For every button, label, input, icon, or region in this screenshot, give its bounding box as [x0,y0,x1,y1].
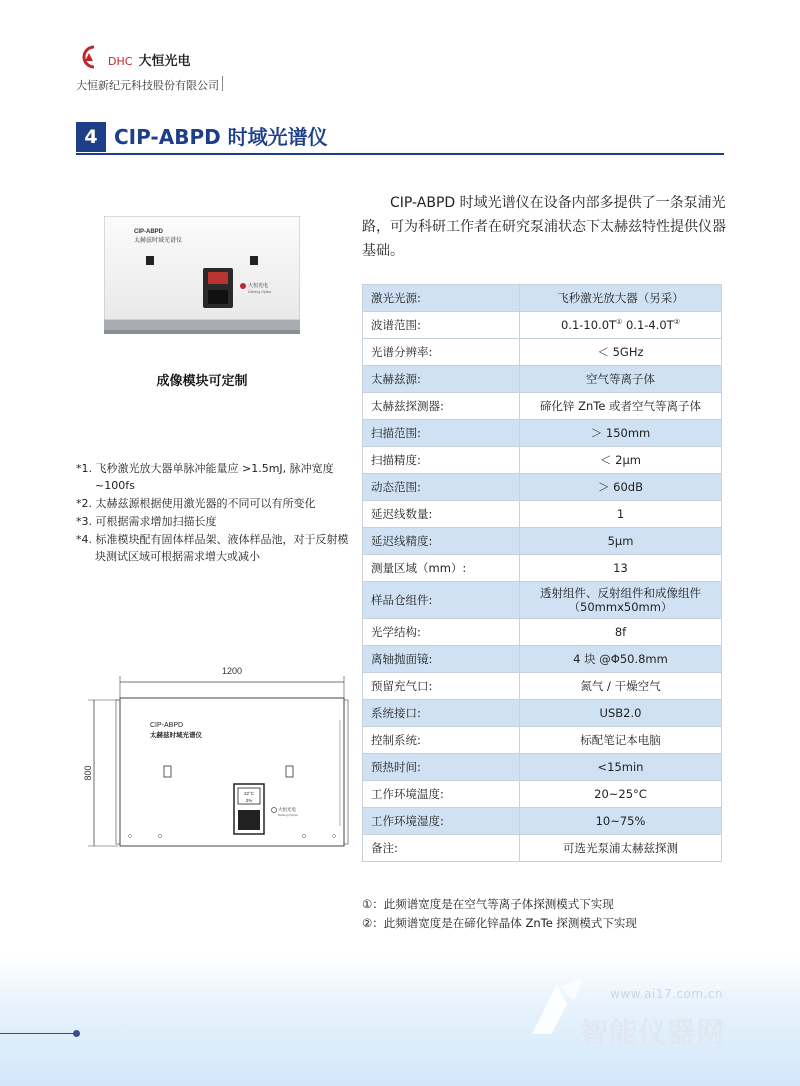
table-row [363,312,722,339]
spec-value: 标配笔记本电脑 [520,727,722,754]
spec-value: 氮气 / 干燥空气 [520,673,722,700]
page-marker-dot [73,1030,80,1037]
spec-value: 4 块 @Φ50.8mm [520,646,722,673]
drawing-logo-sub: Daheng Optics [278,813,298,817]
drawing-latch-left [164,766,171,777]
device-name-label: 太赫兹时域光谱仪 [134,237,183,244]
height-dimension-label: 800 [83,765,93,781]
spec-value: 10~75% [520,808,722,835]
table-row [363,555,722,582]
spec-key: 离轴抛面镜: [363,646,520,673]
spec-key: 延迟线数量: [363,501,520,528]
spec-key: 扫描精度: [363,447,520,474]
drawing-name-label: 太赫兹时域光谱仪 [150,731,202,739]
brand-logo-text: DHC [108,55,133,68]
table-row [363,835,722,862]
spec-key: 光谱分辨率: [363,339,520,366]
spec-value-line2: （50mmx50mm） [568,600,673,614]
spec-mark-a: ① [616,318,623,327]
footnotes [362,895,637,933]
section-number: 4 [76,122,106,152]
company-name: 大恒新纪元科技股份有限公司 [76,79,219,92]
page-marker-line [0,1033,76,1034]
drawing-model-label: CIP-ABPD [150,722,184,729]
table-row [363,339,722,366]
spec-key: 延迟线精度: [363,528,520,555]
drawing-display-hum: 2% [245,798,253,803]
section-underline [76,153,724,155]
drawing-latch-right [286,766,293,777]
table-row [363,700,722,727]
table-row [363,673,722,700]
footnote-2: ②：此频谱宽度是在碲化锌晶体 ZnTe 探测模式下实现 [362,916,637,930]
spec-value [520,312,722,339]
table-row [363,619,722,646]
spec-value: 可选光泵浦太赫兹探测 [520,835,722,862]
device-model-label: CIP-ABPD [134,229,164,235]
table-row [363,447,722,474]
footnote-1: ①：此频谱宽度是在空气等离子体探测模式下实现 [362,897,614,911]
watermark-url: www.ai17.com.cn [610,987,724,1001]
table-row [363,646,722,673]
table-row [363,781,722,808]
spec-value: 空气等离子体 [520,366,722,393]
spec-value: ＞ 60dB [520,474,722,501]
note-item: *4. 标准模块配有固体样品架、液体样品池，对于反射模块测试区域可根据需求增大或减小 [76,533,349,563]
note-item: *3. 可根据需求增加扫描长度 [76,515,217,528]
table-row [363,528,722,555]
spec-value: 飞秒激光放大器（另采） [520,285,722,312]
device-photo [104,216,300,334]
spec-value: 8f [520,619,722,646]
device-logo-text: 大恒光电 [248,283,269,289]
spec-key: 扫描范围: [363,420,520,447]
note-item: *2. 太赫兹源根据使用激光器的不同可以有所变化 [76,497,316,510]
spec-value: 13 [520,555,722,582]
brand-name: 大恒光电 [138,54,191,69]
spec-key: 样品仓组件: [363,582,520,619]
table-row [363,501,722,528]
spec-key: 控制系统: [363,727,520,754]
spec-key: 波谱范围: [363,312,520,339]
spec-table [362,284,722,862]
spec-value: ＞ 150mm [520,420,722,447]
photo-caption: 成像模块可定制 [156,374,248,389]
spec-key: 太赫兹源: [363,366,520,393]
spec-value: <15min [520,754,722,781]
spec-value-b: 0.1-4.0T [622,318,674,332]
spec-key: 工作环境温度: [363,781,520,808]
table-row [363,393,722,420]
spec-key: 动态范围: [363,474,520,501]
table-row [363,420,722,447]
table-row [363,474,722,501]
spec-value [520,582,722,619]
spec-value: ＜ 2μm [520,447,722,474]
watermark-text: 智能仪器网 [580,1016,726,1049]
spec-key: 太赫兹探测器: [363,393,520,420]
spec-key: 系统接口: [363,700,520,727]
table-row [363,366,722,393]
spec-value-line1: 透射组件、反射组件和成像组件 [540,586,701,600]
drawing-logo-text: 大恒光电 [278,808,296,813]
device-port [208,290,228,304]
dhc-logo-icon [76,44,106,70]
device-latch-left [146,256,154,265]
table-row [363,727,722,754]
spec-mark-b: ② [673,318,681,327]
table-row [363,285,722,312]
section-title: CIP-ABPD 时域光谱仪 [114,125,328,149]
spec-value: 1 [520,501,722,528]
spec-value: 5μm [520,528,722,555]
spec-key: 预热时间: [363,754,520,781]
drawing-port [238,810,260,830]
table-row [363,754,722,781]
company-divider [222,76,223,91]
spec-key: 备注: [363,835,520,862]
spec-value: 碲化锌 ZnTe 或者空气等离子体 [520,393,722,420]
drawing-body [120,698,344,846]
spec-key: 工作环境湿度: [363,808,520,835]
brand [108,50,190,69]
device-latch-right [250,256,258,265]
note-item: *1. 飞秒激光放大器单脉冲能量应 >1.5mJ, 脉冲宽度 ~100fs [76,462,334,492]
spec-key: 测量区域（mm）: [363,555,520,582]
notes-list [76,460,352,566]
spec-key: 预留充气口: [363,673,520,700]
spec-value: USB2.0 [520,700,722,727]
device-display [208,272,228,284]
spec-key: 光学结构: [363,619,520,646]
spec-value: 20~25°C [520,781,722,808]
dimension-drawing [78,660,362,860]
intro-paragraph: CIP-ABPD 时域光谱仪在设备内部多提供了一条泵浦光路，可为科研工作者在研究泵浦状态下太赫兹特性提供仪器基础。 [362,195,726,259]
device-logo-sub: Daheng Optics [248,290,272,294]
width-dimension-label: 1200 [221,666,243,676]
table-row [363,808,722,835]
drawing-display-temp: 22°C [243,791,255,796]
device-logo-icon [240,283,246,289]
spec-value-a: 0.1-10.0T [560,318,617,332]
spec-key: 激光光源: [363,285,520,312]
spec-value: ＜ 5GHz [520,339,722,366]
table-row [363,582,722,619]
